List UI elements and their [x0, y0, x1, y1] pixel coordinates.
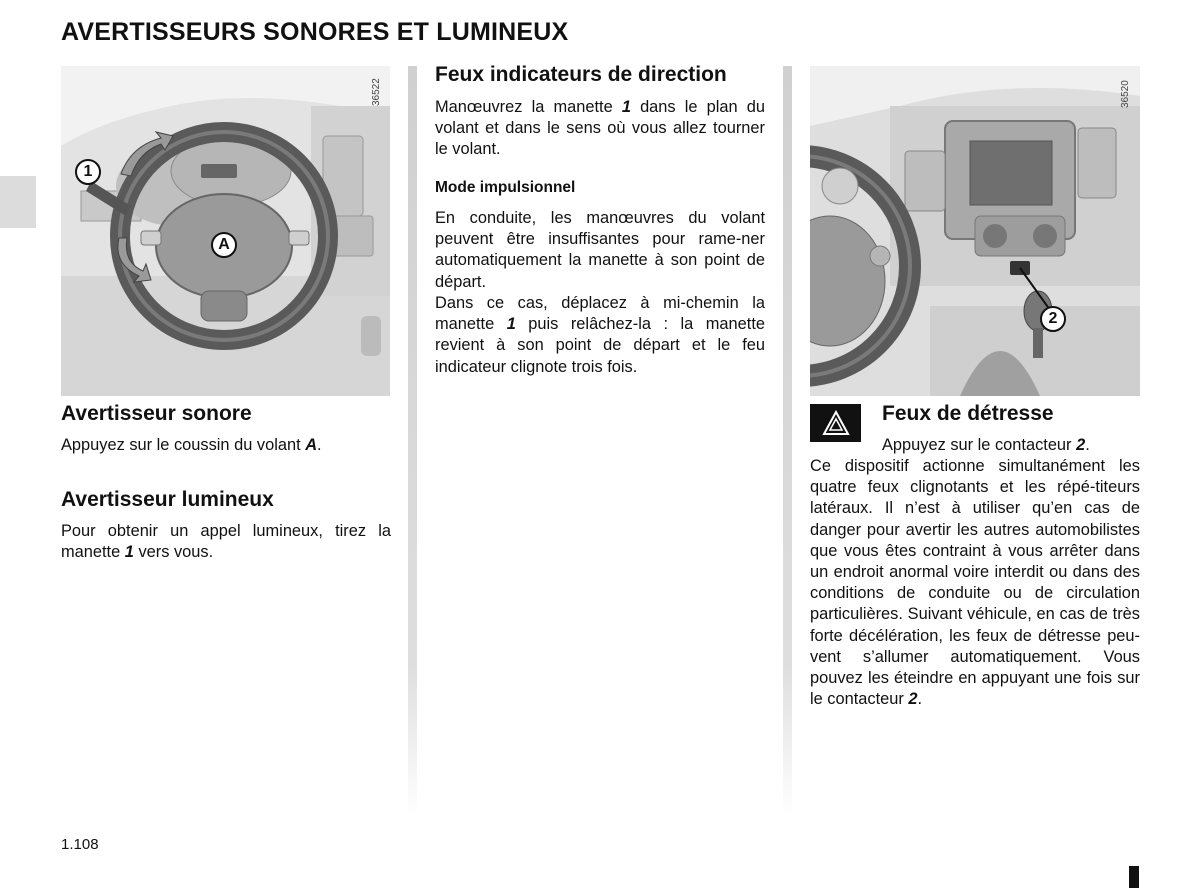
dashboard-illustration [810, 66, 1140, 396]
column-divider-right [783, 66, 792, 816]
hazard-warning-badge [810, 404, 861, 442]
chapter-tab [0, 176, 36, 228]
figure-reference: 36522 [371, 78, 382, 106]
figure-reference: 36520 [1120, 80, 1131, 108]
flash-heading: Avertisseur lumineux [61, 488, 274, 511]
horn-text: Appuyez sur le coussin du volant A. [61, 436, 322, 454]
indicators-text: Manœuvrez la manette 1 dans le plan du volant et dans le sens où vous allez tourner le volant. [435, 98, 765, 159]
steering-wheel-illustration [61, 66, 390, 396]
horn-heading: Avertisseur sonore [61, 402, 252, 425]
hazard-heading: Feux de détresse [882, 402, 1054, 425]
indicators-heading: Feux indicateurs de direction [435, 63, 727, 86]
flash-text: Pour obtenir un appel lumineux, tirez la manette 1 vers vous. [61, 522, 391, 562]
impulse-mode-heading: Mode impulsionnel [435, 179, 576, 196]
page-title: AVERTISSEURS SONORES ET LUMINEUX [61, 18, 569, 46]
callout-a: A [211, 232, 237, 258]
impulse-mode-text: En conduite, les manœuvres du volant peuvent être insuffisantes pour rame-ner automatiquement la manette à son point de départ. [435, 209, 765, 291]
hazard-triangle-icon [822, 410, 850, 436]
dashboard-drawing [810, 66, 1140, 396]
page-number: 1.108 [61, 836, 99, 853]
column-divider-left [408, 66, 417, 816]
callout-1: 1 [75, 159, 101, 185]
page-corner-mark [1129, 866, 1139, 888]
steering-wheel-drawing [61, 66, 390, 396]
callout-2: 2 [1040, 306, 1066, 332]
hazard-instruction: Appuyez sur le contacteur 2. [882, 436, 1090, 454]
impulse-mode-text-2: Dans ce cas, déplacez à mi-chemin la manette 1 puis relâchez-la : la manette revient à son point de départ et le feu indicateur clignote trois fois. [435, 294, 765, 376]
hazard-description: Ce dispositif actionne simultanément les quatre feux clignotants et les répé-titeurs latéraux. Il n’est à utiliser qu’en cas de danger pour avertir les autres automobilistes que vous êtes contraint à vous arrêter dans un endroit anormal voire interdit ou dans des conditions de conduite ou de circulation particulières. Suivant véhicule, en cas de très forte décélération, les feux de détresse peu-vent s’allumer automatiquement. Vous pouvez les éteindre en appuyant une fois sur le contacteur 2. [810, 457, 1140, 709]
